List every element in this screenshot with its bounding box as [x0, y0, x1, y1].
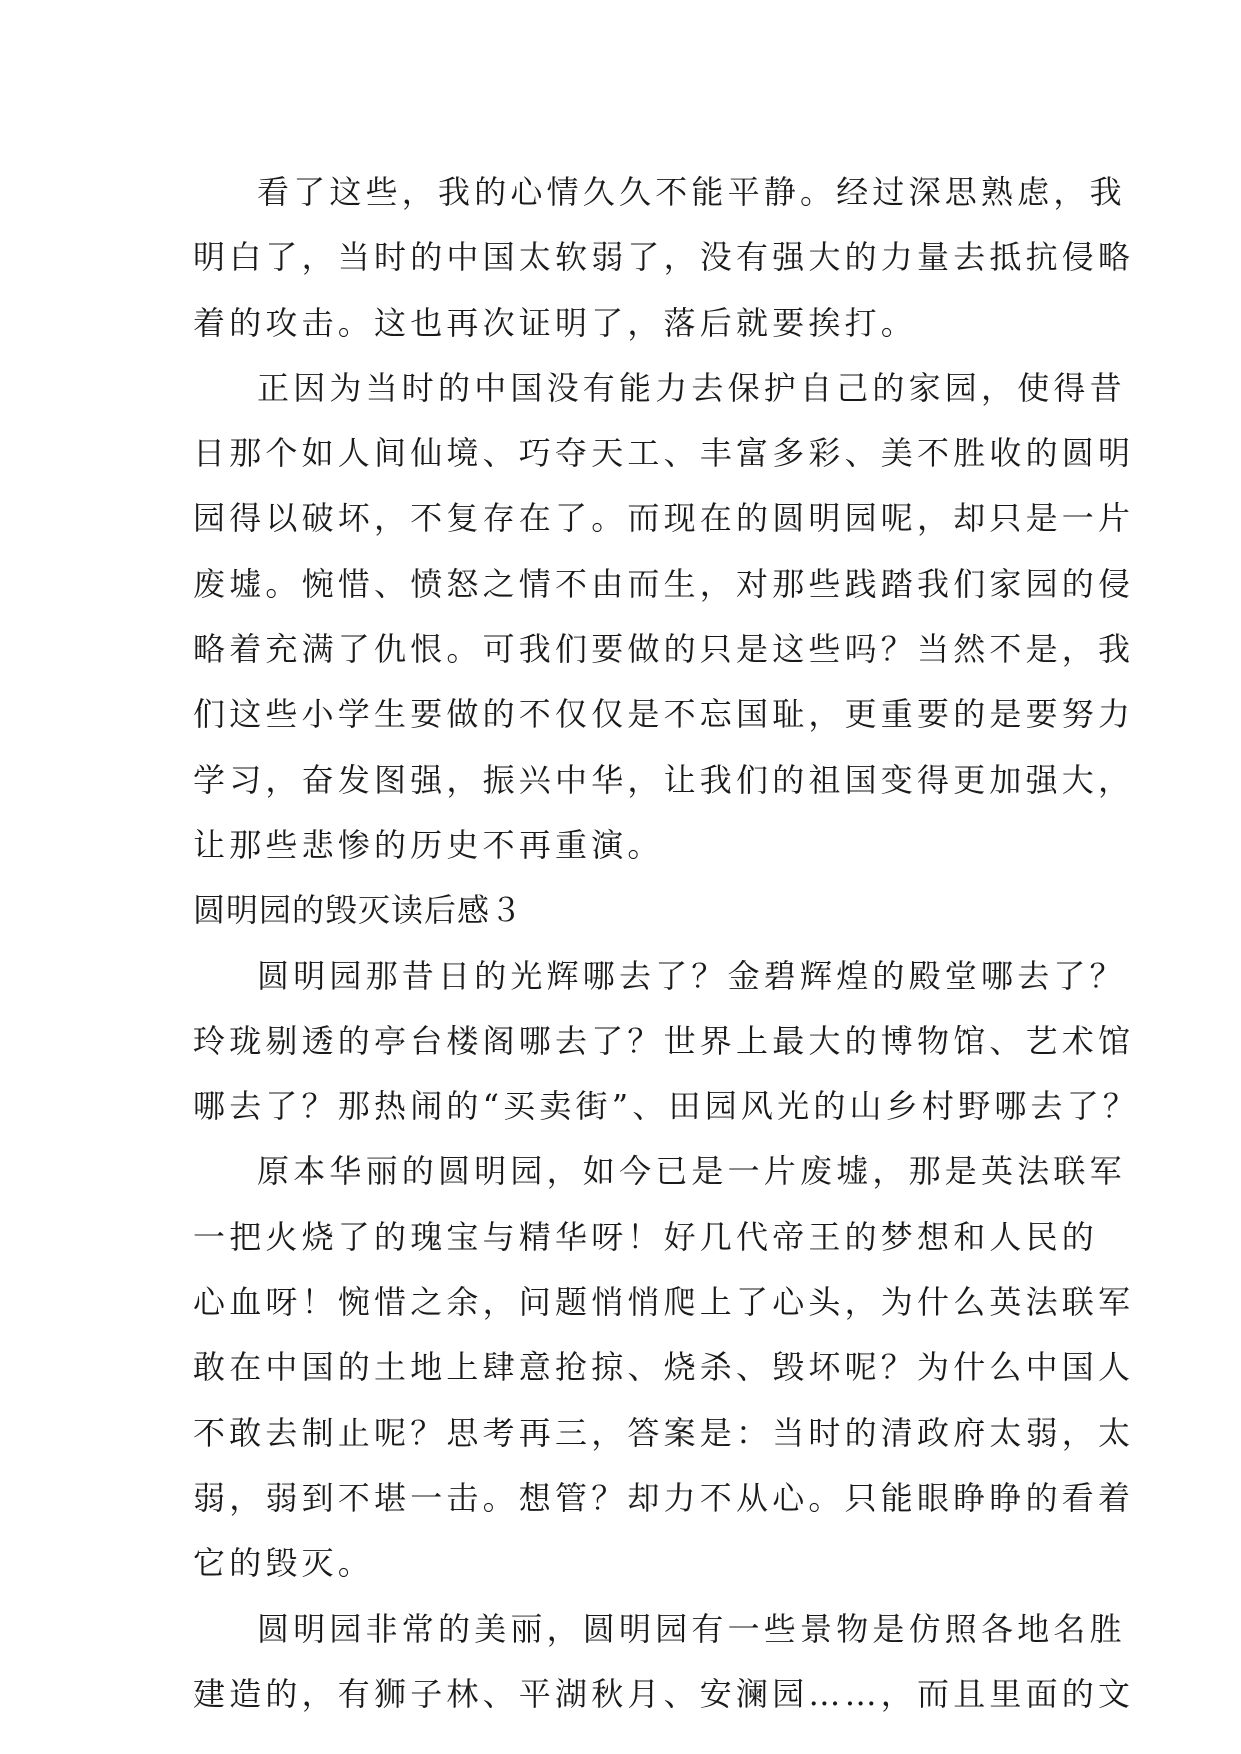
text-line: 它的毁灭。	[193, 1544, 375, 1583]
text-line: 废墟。惋惜、愤怒之情不由而生，对那些践踏我们家园的侵	[193, 564, 1135, 603]
paragraph-2	[193, 356, 1135, 878]
text-line: 正因为当时的中国没有能力去保护自己的家园，使得昔	[257, 368, 1126, 407]
text-line: 敢在中国的土地上肆意抢掠、烧杀、毁坏呢？为什么中国人	[193, 1348, 1135, 1387]
text-line: 圆明园那昔日的光辉哪去了？金碧辉煌的殿堂哪去了？	[257, 956, 1126, 995]
text-line: 日那个如人间仙境、巧夺天工、丰富多彩、美不胜收的圆明	[193, 434, 1135, 473]
text-line: 着的攻击。这也再次证明了，落后就要挨打。	[193, 303, 918, 342]
text-line: 建造的，有狮子林、平湖秋月、安澜园……，而且里面的文	[193, 1674, 1135, 1713]
paragraph-4	[193, 1139, 1135, 1596]
text-line: 原本华丽的圆明园，如今已是一片废墟，那是英法联军	[257, 1152, 1126, 1191]
text-line: 心血呀！惋惜之余，问题悄悄爬上了心头，为什么英法联军	[193, 1283, 1135, 1322]
text-line: 哪去了？那热闹的“买卖街”、田园风光的山乡村野哪去了？	[193, 1087, 1140, 1126]
text-line: 让那些悲惨的历史不再重演。	[193, 825, 664, 864]
text-line: 看了这些，我的心情久久不能平静。经过深思熟虑，我	[257, 173, 1126, 211]
paragraph-3	[193, 944, 1140, 1140]
text-line: 弱，弱到不堪一击。想管？却力不从心。只能眼睁睁的看着	[193, 1478, 1135, 1517]
paragraph-1	[193, 160, 1135, 356]
text-line: 略着充满了仇恨。可我们要做的只是这些吗？当然不是，我	[193, 630, 1135, 669]
document-body	[193, 160, 1140, 1727]
text-line: 一把火烧了的瑰宝与精华呀！好几代帝王的梦想和人民的	[193, 1217, 1099, 1256]
text-line: 明白了，当时的中国太软弱了，没有强大的力量去抵抗侵略	[193, 238, 1135, 277]
paragraph-5	[193, 1597, 1135, 1728]
text-line: 园得以破坏，不复存在了。而现在的圆明园呢，却只是一片	[193, 499, 1135, 538]
text-line: 圆明园非常的美丽，圆明园有一些景物是仿照各地名胜	[257, 1609, 1126, 1648]
text-line: 不敢去制止呢？思考再三，答案是：当时的清政府太弱，太	[193, 1413, 1135, 1452]
text-line: 学习，奋发图强，振兴中华，让我们的祖国变得更加强大，	[193, 760, 1135, 799]
section-heading: 圆明园的毁灭读后感３	[193, 891, 524, 930]
text-line: 玲珑剔透的亭台楼阁哪去了？世界上最大的博物馆、艺术馆	[193, 1021, 1135, 1060]
text-line: 们这些小学生要做的不仅仅是不忘国耻，更重要的是要努力	[193, 695, 1135, 734]
